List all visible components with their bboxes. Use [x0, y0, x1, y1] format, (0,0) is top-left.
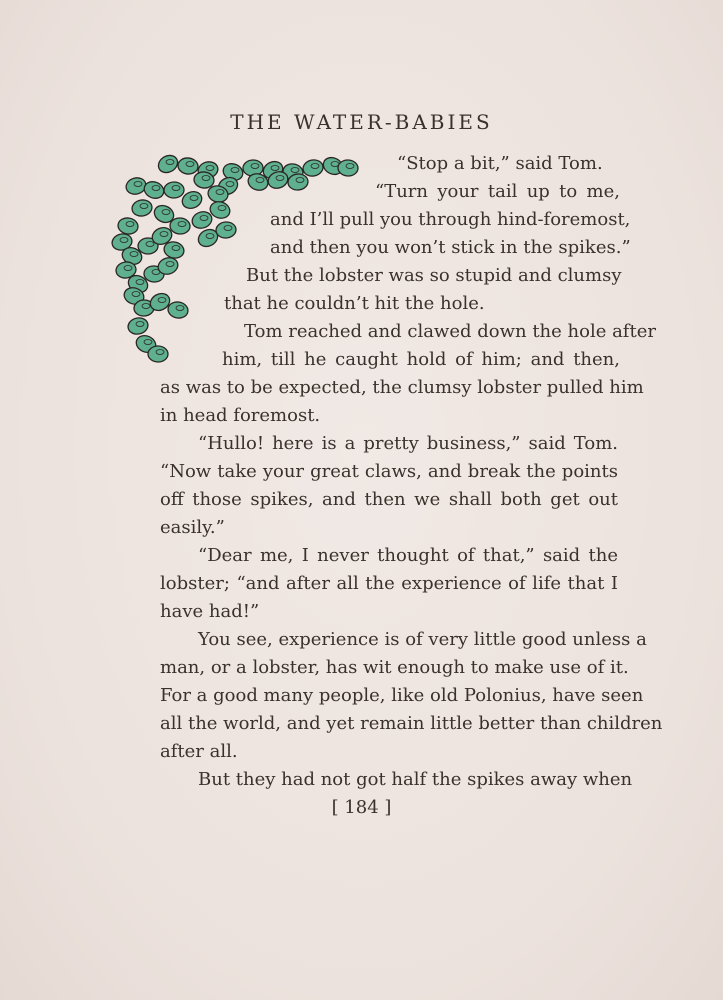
text-line-23: But they had not got half the spikes away when — [198, 769, 633, 790]
text-line-20: For a good many people, like old Polonius, have seen — [160, 685, 644, 706]
bead-42 — [126, 316, 149, 336]
bead-2 — [177, 157, 199, 175]
text-line-5: But the lobster was so stupid and clumsy — [246, 265, 622, 286]
text-line-21: all the world, and yet remain little better than children — [160, 713, 663, 734]
text-line-7: Tom reached and clawed down the hole after — [244, 321, 656, 342]
bead-1 — [155, 152, 180, 176]
text-line-9: as was to be expected, the clumsy lobster pulled him — [160, 377, 644, 398]
text-line-1: “Stop a bit,” said Tom. — [397, 153, 603, 174]
text-line-6: that he couldn’t hit the hole. — [224, 293, 485, 314]
page-number: [ 184 ] — [331, 797, 392, 818]
text-line-11: “Hullo! here is a pretty business,” said Tom. — [198, 433, 618, 454]
text-line-18: You see, experience is of very little good unless a — [198, 629, 647, 650]
text-line-13: off those spikes, and then we shall both get out — [160, 489, 618, 510]
text-line-17: have had!” — [160, 601, 260, 622]
text-line-4: and then you won’t stick in the spikes.” — [270, 237, 631, 258]
running-head: THE WATER-BABIES — [230, 110, 493, 134]
text-line-22: after all. — [160, 741, 238, 762]
bead-44 — [148, 346, 168, 362]
text-line-15: “Dear me, I never thought of that,” said the — [198, 545, 618, 566]
text-line-16: lobster; “and after all the experience of life that I — [160, 573, 618, 594]
bead-18 — [164, 182, 184, 198]
bead-8 — [302, 158, 325, 178]
bead-41 — [167, 300, 189, 319]
text-line-19: man, or a lobster, has wit enough to make use of it. — [160, 657, 629, 678]
bead-21 — [131, 198, 153, 217]
text-line-10: in head foremost. — [160, 405, 321, 426]
text-line-8: him, till he caught hold of him; and then, — [222, 349, 620, 370]
text-line-12: “Now take your great claws, and break the points — [160, 461, 618, 482]
bead-23 — [169, 217, 190, 234]
text-line-14: easily.” — [160, 517, 225, 538]
bead-28 — [117, 217, 139, 236]
text-line-3: and I’ll pull you through hind-foremost, — [270, 209, 631, 230]
bead-10 — [338, 159, 359, 176]
text-line-2: “Turn your tail up to me, — [375, 181, 620, 202]
bead-26 — [215, 221, 236, 239]
